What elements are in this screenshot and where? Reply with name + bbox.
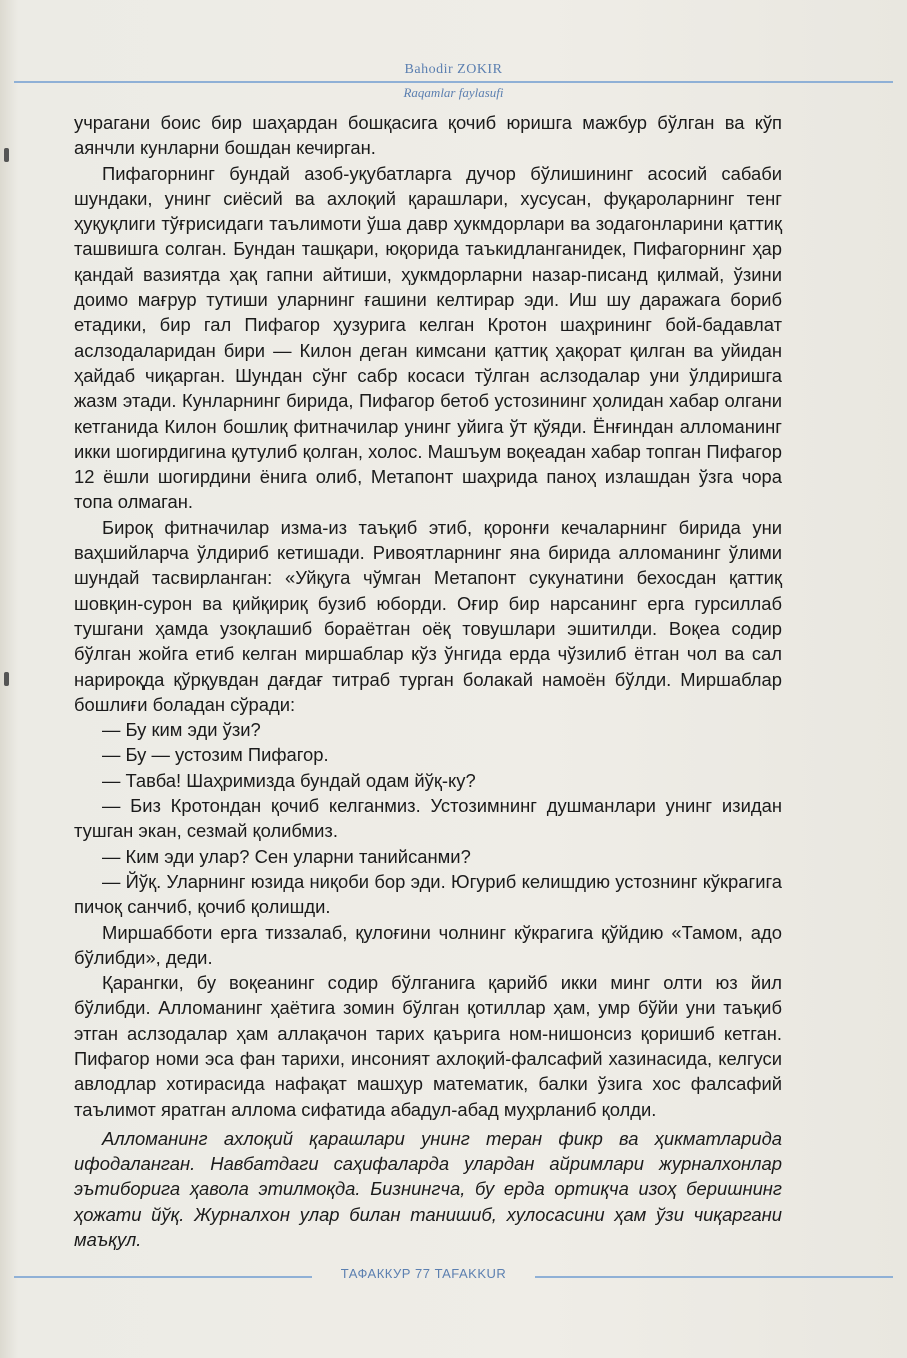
dialog-line: — Йўқ. Уларнинг юзида ниқоби бор эди. Югуриб келишдию устознинг кўкрагига пичоқ санчиб, қочиб қолишди. [74, 870, 782, 918]
article-body [74, 110, 782, 1252]
footer-rule-right [535, 1276, 893, 1278]
paragraph: Миршабботи ерга тиззалаб, қулоғини чолнинг кўкрагига қўйдию «Тамом, адо бўлибди», деди. [74, 921, 782, 968]
dialog-line: — Тавба! Шаҳримизда бундай одам йўқ-ку? [102, 769, 476, 791]
dialog-line: — Биз Кротондан қочиб келганмиз. Устозимнинг душманлари унинг изидан тушган экан, сезмай қолибмиз. [74, 795, 782, 842]
paragraph: Пифагорнинг бундай азоб-уқубатларга дучор бўлишининг асосий сабаби шундаки, унинг сиёсий ва ахлоқий қарашлари, хусусан, фуқароларнинг тенг ҳуқуқлиги тўғрисидаги таълимоти ўша давр ҳукмдорлари ва зодагонларини қаттиқ ташвишга солган. Бундан ташқари, юқорида таъкидланганидек, Пифагорнинг ҳар қандай вазиятда ҳақ гапни айтиши, ҳукмдорларни назар-писанд қилмай, ўзини доимо мағрур тутиши уларнинг ғашини келтирар эди. Иш шу даражага бориб етадики, бир гал Пифагор ҳузурига келган Кротон шаҳрининг бой-бадавлат аслзодаларидан бири — Килон деган кимсани қаттиқ ҳақорат қилган ва уйидан ҳайдаб чиқарган. Шундан сўнг сабр косаси тўлган аслзодалар уни ўлдиришга жазм этади. Кунларнинг бирида, Пифагор бетоб устозининг ҳолидан хабар олгани кетганида Килон бошлиқ фитначилар унинг уйига ўт қўяди. Ёнғиндан алломанинг икки шогирдигина қутулиб қолган, холос. Машъум воқеадан хабар топган Пифагор 12 ёшли шогирдини ёнига олиб, Метапонт шаҳрида паноҳ излашдан ўзга чора топа олмаган. [74, 162, 782, 513]
dialog-line: — Бу — устозим Пифагор. [102, 744, 329, 766]
header-author: Bahodir ZOKIR [404, 62, 503, 77]
paragraph: учрагани боис бир шаҳардан бошқасига қочиб юришга мажбур бўлган ва кўп аянчли кунларни бошдан кечирган. [74, 112, 782, 159]
header-rule [14, 81, 893, 83]
binding-mark [4, 672, 9, 686]
paragraph: Қарангки, бу воқеанинг содир бўлганига қарийб икки минг олти юз йил бўлибди. Алломанинг ҳаётига зомин бўлган қотиллар ҳам, умр бўйи уни таъқиб этган аслзодалар ҳам аллақачон тарих қаърига ном-нишонсиз қоришиб кетган. Пифагор номи эса фан тарихи, инсоният ахлоқий-фалсафий хазинасида, келгуси авлодлар хотирасида нафақат машҳур математик, балки ўзига хос фалсафий таълимот яратган аллома сифатида абадул-абад муҳрланиб қолди. [74, 972, 782, 1120]
footer-rule-left [14, 1276, 312, 1278]
header-subtitle: Raqamlar faylasufi [403, 85, 504, 100]
binding-mark [4, 148, 9, 162]
dialog-line: — Бу ким эди ўзи? [102, 719, 261, 741]
italic-paragraph: Алломанинг ахлоқий қарашлари унинг теран фикр ва ҳикматларида ифодаланган. Навбатдаги саҳифаларда улардан айримлари журналхонлар эътиборига ҳавола этилмоқда. Бизнингча, бу ерда ортиқча изоҳ беришнинг ҳожати йўқ. Журналхон улар билан танишиб, хулосасини ҳам ўзи чиқаргани маъқул. [74, 1127, 782, 1251]
dialog-line: — Ким эди улар? Сен уларни танийсанми? [102, 845, 471, 867]
paragraph: Бироқ фитначилар изма-из таъқиб этиб, қоронғи кечаларнинг бирида уни ваҳшийларча ўлдириб кетишади. Ривоятларнинг яна бирида алломанинг ўлими шундай тасвирланган: «Уйқуга чўмган Метапонт сукунатини бехосдан қаттиқ шовқин-сурон ва қийқириқ бузиб юборди. Оғир бир нарсанинг ерга гурсиллаб тушгани ҳамда узоқлашиб бораётган оёқ товушлари эшитилди. Воқеа содир бўлган жойга етиб келган миршаблар кўз ўнгида ерда чўзилиб ётган чол ва сал нарироқда қўрқувдан дағдағ титраб турган болакай намоён бўлди. Миршаблар бошлиғи боладан сўради: [74, 516, 782, 715]
footer-page-label: ТАФАККУР 77 TAFAKKUR [340, 1266, 507, 1281]
